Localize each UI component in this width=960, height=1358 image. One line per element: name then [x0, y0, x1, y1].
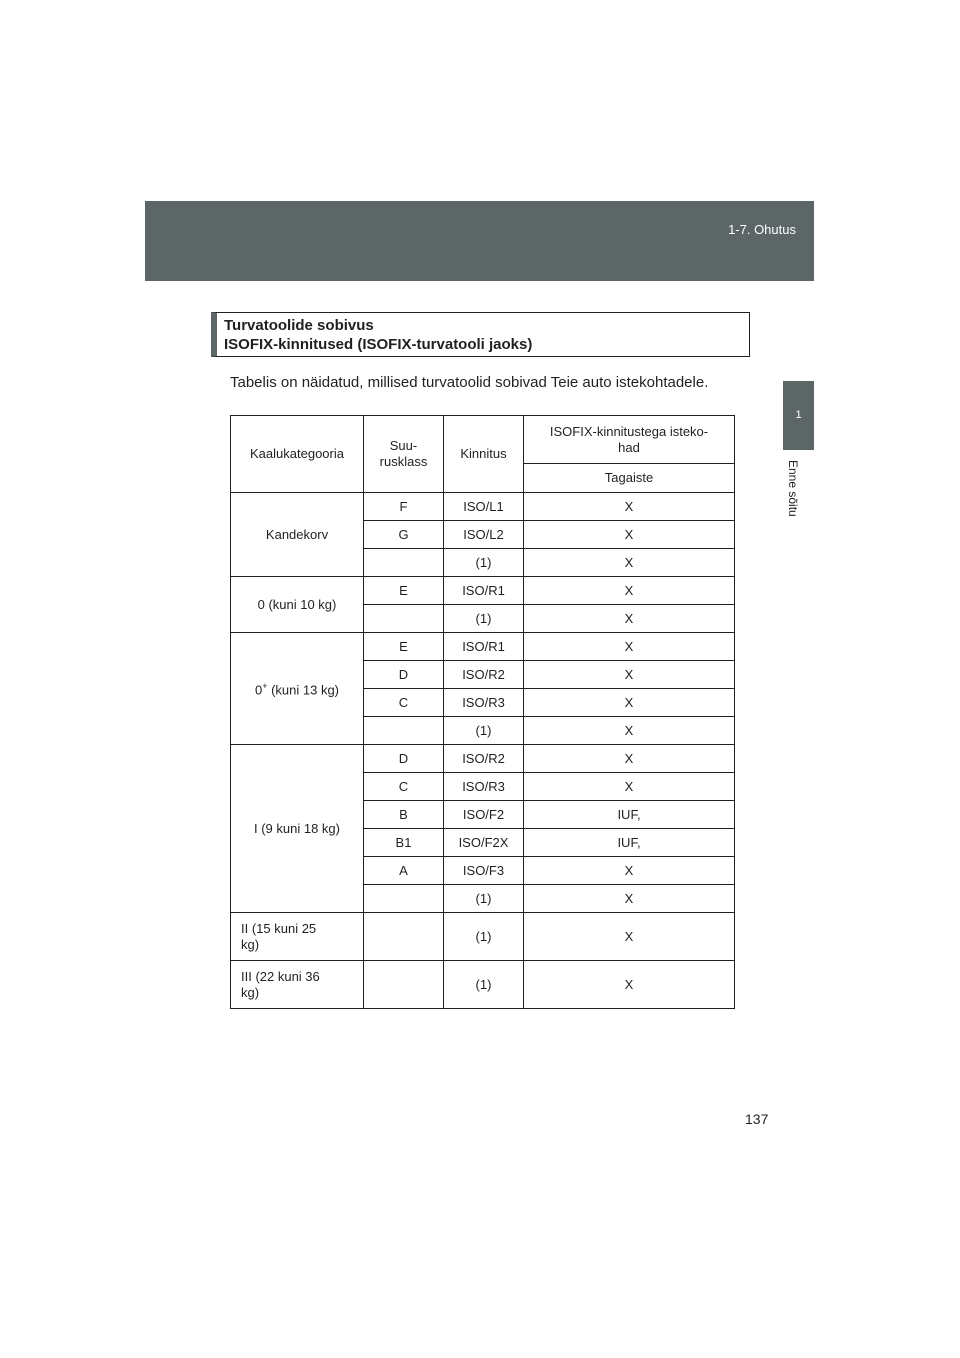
value-cell: X [524, 885, 735, 913]
group-base: 0 [254, 682, 263, 698]
chapter-label: Enne sõitu [786, 460, 800, 517]
table-header-row [231, 416, 735, 464]
size-cell: A [364, 857, 444, 885]
group-cell: I (9 kuni 18 kg) [231, 745, 364, 913]
fixture-cell: ISO/F2 [444, 801, 524, 829]
size-cell: C [364, 689, 444, 717]
size-cell: B1 [364, 829, 444, 857]
fixture-cell: (1) [444, 605, 524, 633]
size-cell [364, 961, 444, 1009]
fixture-cell: (1) [444, 549, 524, 577]
size-cell: C [364, 773, 444, 801]
size-cell [364, 549, 444, 577]
page-number: 137 [745, 1111, 769, 1127]
fixture-cell: ISO/L1 [444, 493, 524, 521]
fixture-cell: ISO/R3 [444, 689, 524, 717]
value-cell: X [524, 493, 735, 521]
header-bar [145, 201, 814, 281]
group-cell [231, 913, 364, 961]
fixture-cell: (1) [444, 717, 524, 745]
value-cell: X [524, 605, 735, 633]
isofix-compatibility-table [230, 415, 735, 1009]
fixture-cell: (1) [444, 913, 524, 961]
fixture-cell: ISO/F3 [444, 857, 524, 885]
size-cell: B [364, 801, 444, 829]
header-isofix-positions [524, 416, 735, 464]
size-cell: F [364, 493, 444, 521]
chapter-number: 1 [795, 409, 802, 421]
size-cell: E [364, 577, 444, 605]
group-cell [231, 961, 364, 1009]
fixture-cell: ISO/R1 [444, 633, 524, 661]
value-cell: IUF, [524, 829, 735, 857]
size-cell [364, 913, 444, 961]
value-cell: X [524, 521, 735, 549]
fixture-cell: (1) [444, 885, 524, 913]
header-size-line1: Suu- [389, 438, 418, 453]
value-cell: X [524, 549, 735, 577]
chapter-tab [783, 381, 814, 450]
size-cell [364, 885, 444, 913]
size-cell: E [364, 633, 444, 661]
intro-text: Tabelis on näidatud, millised turvatoolid sobivad Teie auto istekohtadele. [230, 374, 709, 391]
group-cell: Kandekorv [231, 493, 364, 577]
value-cell: IUF, [524, 801, 735, 829]
fixture-cell: ISO/R1 [444, 577, 524, 605]
group-superscript: + [262, 681, 268, 692]
value-cell: X [524, 745, 735, 773]
table-row [231, 577, 735, 605]
fixture-cell: ISO/R2 [444, 745, 524, 773]
table-row [231, 493, 735, 521]
group-rest: (kuni 13 kg) [267, 682, 340, 698]
fixture-cell: ISO/L2 [444, 521, 524, 549]
fixture-cell: ISO/R2 [444, 661, 524, 689]
header-rear-seat: Tagaiste [524, 464, 735, 493]
value-cell: X [524, 961, 735, 1009]
size-cell [364, 605, 444, 633]
table-row [231, 913, 735, 961]
section-title-line2: ISOFIX-kinnitused (ISOFIX-turvatooli jaoks) [224, 336, 533, 353]
size-cell: G [364, 521, 444, 549]
table-row [231, 633, 735, 661]
group-line2: kg) [241, 984, 260, 1000]
size-cell: D [364, 745, 444, 773]
section-title-box [211, 312, 750, 357]
group-line1: III (22 kuni 36 [241, 968, 320, 984]
value-cell: X [524, 661, 735, 689]
value-cell: X [524, 689, 735, 717]
header-isofix-line1: ISOFIX-kinnitustega isteko- [549, 423, 709, 439]
group-cell [231, 633, 364, 745]
group-line1: II (15 kuni 25 [241, 920, 317, 936]
value-cell: X [524, 857, 735, 885]
section-heading: 1-7. Ohutus [728, 222, 796, 237]
value-cell: X [524, 913, 735, 961]
size-cell [364, 717, 444, 745]
fixture-cell: ISO/F2X [444, 829, 524, 857]
header-size-line2: rusklass [379, 454, 428, 469]
value-cell: X [524, 633, 735, 661]
fixture-cell: ISO/R3 [444, 773, 524, 801]
group-cell: 0 (kuni 10 kg) [231, 577, 364, 633]
header-isofix-line2: had [618, 439, 640, 455]
header-fixture: Kinnitus [444, 416, 524, 493]
header-size-class [364, 416, 444, 493]
value-cell: X [524, 717, 735, 745]
section-title-line1: Turvatoolide sobivus [224, 317, 374, 334]
value-cell: X [524, 773, 735, 801]
header-weight-category: Kaalukategooria [231, 416, 364, 493]
table-row [231, 961, 735, 1009]
value-cell: X [524, 577, 735, 605]
fixture-cell: (1) [444, 961, 524, 1009]
group-line2: kg) [241, 936, 260, 952]
size-cell: D [364, 661, 444, 689]
table-row [231, 745, 735, 773]
